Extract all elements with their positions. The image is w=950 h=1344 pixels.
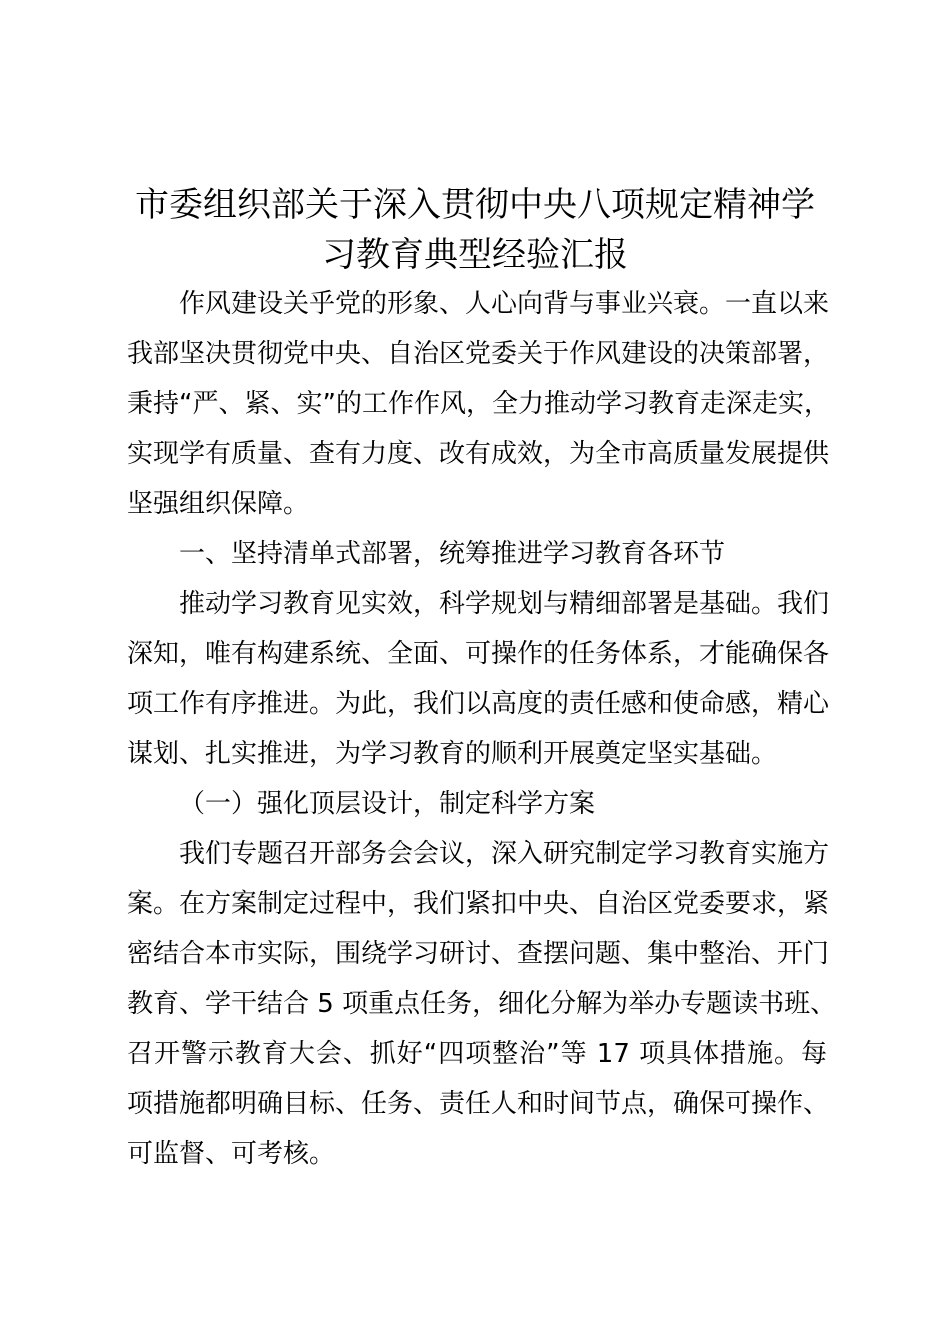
document-title-line-2: 习教育典型经验汇报 xyxy=(322,235,628,275)
section-heading: 一、坚持清单式部署，统筹推进学习教育各环节 xyxy=(179,539,726,569)
paragraph-line: 召开警示教育大会、抓好“四项整治”等 17 项具体措施。每 xyxy=(127,1039,827,1069)
paragraph-line: 我们专题召开部务会会议，深入研究制定学习教育实施方 xyxy=(179,839,830,869)
paragraph-line: 谋划、扎实推进，为学习教育的顺利开展奠定坚实基础。 xyxy=(127,739,778,769)
paragraph-line: 案。在方案制定过程中，我们紧扣中央、自治区党委要求，紧 xyxy=(127,889,830,919)
subsection-heading: （一）强化顶层设计，制定科学方案 xyxy=(179,789,596,819)
paragraph-line: 坚强组织保障。 xyxy=(127,489,310,519)
paragraph-line: 密结合本市实际，围绕学习研讨、查摆问题、集中整治、开门 xyxy=(127,939,830,969)
paragraph-line: 项工作有序推进。为此，我们以高度的责任感和使命感，精心 xyxy=(127,689,830,719)
paragraph-line: 我部坚决贯彻党中央、自治区党委关于作风建设的决策部署， xyxy=(127,339,830,369)
paragraph-line: 作风建设关乎党的形象、人心向背与事业兴衰。一直以来 xyxy=(179,289,830,319)
paragraph-line: 教育、学干结合 5 项重点任务，细化分解为举办专题读书班、 xyxy=(127,989,837,1019)
paragraph-line: 项措施都明确目标、任务、责任人和时间节点，确保可操作、 xyxy=(127,1089,830,1119)
paragraph-line: 秉持“严、紧、实”的工作作风，全力推动学习教育走深走实， xyxy=(127,389,830,419)
document-title-line-1: 市委组织部关于深入贯彻中央八项规定精神学 xyxy=(135,185,815,225)
paragraph-line: 可监督、可考核。 xyxy=(127,1139,336,1169)
paragraph-line: 推动学习教育见实效，科学规划与精细部署是基础。我们 xyxy=(179,589,830,619)
paragraph-line: 实现学有质量、查有力度、改有成效，为全市高质量发展提供 xyxy=(127,439,830,469)
paragraph-line: 深知，唯有构建系统、全面、可操作的任务体系，才能确保各 xyxy=(127,639,830,669)
